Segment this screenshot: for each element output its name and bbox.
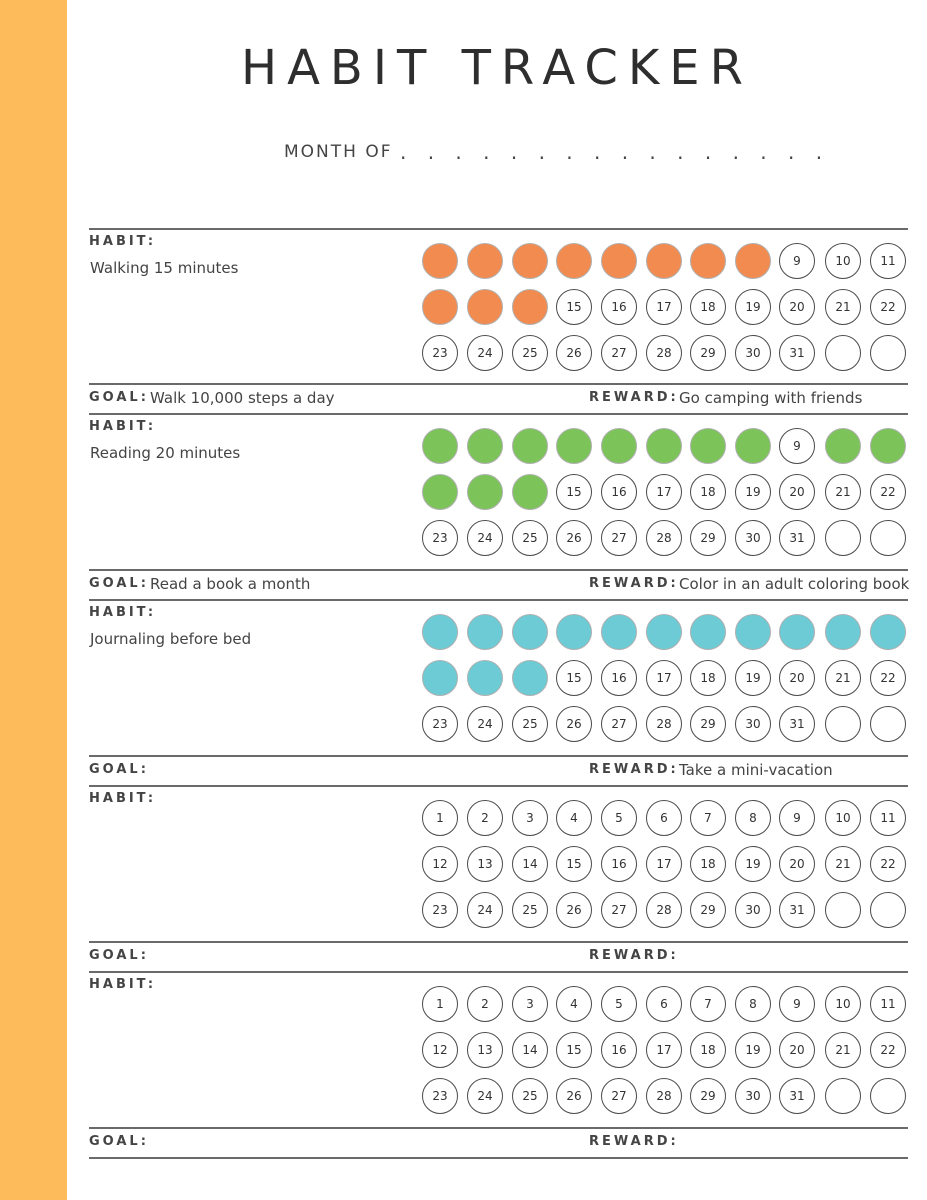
day-circle[interactable]: 5 [601,800,637,836]
divider [89,228,908,230]
divider [89,413,908,415]
day-circle[interactable]: 28 [646,1078,682,1114]
day-circle[interactable]: 22 [870,846,906,882]
day-circle[interactable]: 29 [690,335,726,371]
divider [89,971,908,973]
day-circle[interactable]: 31 [779,892,815,928]
day-circle[interactable]: 6 [646,986,682,1022]
day-circle[interactable]: 24 [467,520,503,556]
habit-name[interactable]: Reading 20 minutes [90,444,241,462]
day-circle[interactable]: 27 [601,1078,637,1114]
day-circle[interactable]: 3 [512,986,548,1022]
day-circle[interactable]: 16 [601,289,637,325]
day-circle[interactable] [422,243,458,279]
day-circle[interactable]: 12 [422,1032,458,1068]
day-circle[interactable]: 15 [556,474,592,510]
day-circle[interactable]: 27 [601,706,637,742]
day-circle[interactable]: 18 [690,289,726,325]
day-circle[interactable] [690,614,726,650]
day-circle[interactable]: 6 [646,800,682,836]
day-circle[interactable]: 20 [779,1032,815,1068]
day-circle[interactable]: 15 [556,846,592,882]
divider [89,1157,908,1159]
day-circle[interactable] [467,243,503,279]
day-circle[interactable] [556,614,592,650]
day-circle[interactable]: 23 [422,892,458,928]
divider [89,569,908,571]
day-circle[interactable]: 18 [690,846,726,882]
day-circle[interactable]: 24 [467,1078,503,1114]
day-circle[interactable]: 17 [646,660,682,696]
day-circle[interactable]: 19 [735,474,771,510]
day-circle[interactable] [467,474,503,510]
day-circle[interactable] [422,474,458,510]
day-circle[interactable] [690,428,726,464]
day-circle[interactable]: 16 [601,660,637,696]
day-circle[interactable]: 25 [512,706,548,742]
day-circle[interactable] [825,614,861,650]
day-circle[interactable]: 22 [870,289,906,325]
day-circle[interactable]: 19 [735,289,771,325]
habit-name[interactable]: Journaling before bed [90,630,252,648]
goal-label: GOAL: [89,948,149,963]
day-circle[interactable]: 20 [779,289,815,325]
day-circle[interactable] [825,706,861,742]
day-circle[interactable] [556,428,592,464]
day-circle[interactable]: 12 [422,846,458,882]
goal-label: GOAL: [89,1134,149,1149]
habit-label: HABIT: [89,419,157,434]
day-circle[interactable]: 24 [467,892,503,928]
day-circle[interactable]: 17 [646,1032,682,1068]
day-circle[interactable]: 17 [646,474,682,510]
day-circle[interactable]: 26 [556,520,592,556]
day-circle[interactable]: 13 [467,1032,503,1068]
day-circle[interactable]: 31 [779,335,815,371]
reward-label: REWARD: [589,1134,679,1149]
day-circle[interactable] [512,289,548,325]
goal-label: GOAL: [89,576,149,591]
day-circle[interactable]: 26 [556,1078,592,1114]
day-circle[interactable]: 21 [825,289,861,325]
day-circle[interactable] [467,614,503,650]
habit-label: HABIT: [89,791,157,806]
side-color-bar [0,0,67,1200]
day-circle[interactable] [825,335,861,371]
day-circle[interactable]: 19 [735,660,771,696]
day-circle[interactable] [825,428,861,464]
day-circle[interactable] [690,243,726,279]
day-circle[interactable]: 9 [779,800,815,836]
day-circle[interactable] [467,660,503,696]
day-circle[interactable]: 21 [825,660,861,696]
day-circle[interactable]: 23 [422,706,458,742]
day-circle[interactable]: 2 [467,986,503,1022]
day-circle[interactable]: 3 [512,800,548,836]
day-circle[interactable]: 5 [601,986,637,1022]
day-circle[interactable]: 9 [779,428,815,464]
day-circle[interactable]: 15 [556,289,592,325]
day-circle[interactable] [870,1078,906,1114]
day-circle[interactable] [735,243,771,279]
divider [89,383,908,385]
day-circle[interactable]: 27 [601,520,637,556]
day-circle[interactable]: 28 [646,706,682,742]
day-circle[interactable] [422,660,458,696]
day-circle[interactable]: 23 [422,335,458,371]
day-circle[interactable]: 7 [690,800,726,836]
day-circle[interactable] [870,520,906,556]
reward-label: REWARD: [589,390,679,405]
day-circle[interactable]: 13 [467,846,503,882]
habit-label: HABIT: [89,234,157,249]
day-circle[interactable] [422,614,458,650]
day-circle[interactable]: 17 [646,846,682,882]
habit-label: HABIT: [89,977,157,992]
day-circle[interactable]: 17 [646,289,682,325]
day-circle[interactable] [422,428,458,464]
divider [89,755,908,757]
goal-text[interactable]: Walk 10,000 steps a day [150,389,335,407]
day-circle[interactable]: 23 [422,520,458,556]
reward-text[interactable]: Take a mini-vacation [679,761,833,779]
day-circle[interactable]: 11 [870,243,906,279]
day-circle[interactable]: 21 [825,1032,861,1068]
day-circle[interactable]: 18 [690,474,726,510]
reward-text[interactable]: Color in an adult coloring book [679,575,910,593]
day-circle[interactable]: 26 [556,892,592,928]
day-circle[interactable] [870,892,906,928]
day-circle[interactable]: 24 [467,706,503,742]
day-circle[interactable] [825,892,861,928]
day-circle[interactable]: 8 [735,986,771,1022]
day-circle[interactable] [512,243,548,279]
day-circle[interactable]: 9 [779,986,815,1022]
day-circle[interactable]: 28 [646,520,682,556]
day-circle[interactable] [870,706,906,742]
day-circle[interactable]: 21 [825,846,861,882]
day-circle[interactable]: 1 [422,986,458,1022]
day-circle[interactable]: 14 [512,1032,548,1068]
habit-name[interactable]: Walking 15 minutes [90,259,239,277]
day-circle[interactable]: 8 [735,800,771,836]
day-circle[interactable]: 29 [690,892,726,928]
day-circle[interactable] [512,428,548,464]
day-circle[interactable]: 18 [690,1032,726,1068]
day-circle[interactable]: 18 [690,660,726,696]
day-circle[interactable]: 31 [779,1078,815,1114]
day-circle[interactable]: 26 [556,335,592,371]
day-circle[interactable]: 20 [779,474,815,510]
day-circle[interactable] [646,243,682,279]
goal-label: GOAL: [89,762,149,777]
day-circle[interactable]: 28 [646,892,682,928]
divider [89,599,908,601]
day-circle[interactable]: 20 [779,846,815,882]
day-circle[interactable]: 24 [467,335,503,371]
day-circle[interactable]: 30 [735,892,771,928]
day-circle[interactable]: 7 [690,986,726,1022]
day-circle[interactable]: 16 [601,474,637,510]
reward-label: REWARD: [589,948,679,963]
day-circle[interactable] [601,428,637,464]
day-circle[interactable]: 20 [779,660,815,696]
day-circle[interactable] [422,289,458,325]
day-circle[interactable]: 16 [601,1032,637,1068]
day-circle[interactable]: 30 [735,1078,771,1114]
day-circle[interactable]: 25 [512,520,548,556]
day-circle[interactable] [825,1078,861,1114]
day-circle[interactable]: 29 [690,520,726,556]
day-circle[interactable]: 15 [556,1032,592,1068]
month-fill-line[interactable]: . . . . . . . . . . . . . . . . [400,140,830,164]
day-circle[interactable] [512,660,548,696]
day-circle[interactable]: 25 [512,335,548,371]
day-circle[interactable]: 19 [735,846,771,882]
day-circle[interactable]: 16 [601,846,637,882]
goal-label: GOAL: [89,390,149,405]
divider [89,1127,908,1129]
page-title: HABIT TRACKER [241,40,753,96]
day-circle[interactable] [646,428,682,464]
day-circle[interactable]: 29 [690,1078,726,1114]
day-circle[interactable]: 22 [870,660,906,696]
day-circle[interactable]: 25 [512,1078,548,1114]
day-circle[interactable] [870,428,906,464]
divider [89,941,908,943]
day-circle[interactable]: 31 [779,706,815,742]
day-circle[interactable] [870,614,906,650]
day-circle[interactable]: 30 [735,520,771,556]
day-circle[interactable]: 19 [735,1032,771,1068]
day-circle[interactable]: 10 [825,986,861,1022]
reward-label: REWARD: [589,576,679,591]
day-circle[interactable]: 10 [825,800,861,836]
reward-label: REWARD: [589,762,679,777]
day-circle[interactable]: 14 [512,846,548,882]
goal-text[interactable]: Read a book a month [150,575,311,593]
day-circle[interactable] [467,289,503,325]
day-circle[interactable]: 22 [870,474,906,510]
day-circle[interactable]: 30 [735,706,771,742]
day-circle[interactable]: 30 [735,335,771,371]
day-circle[interactable]: 15 [556,660,592,696]
day-circle[interactable]: 21 [825,474,861,510]
day-circle[interactable]: 9 [779,243,815,279]
divider [89,785,908,787]
day-circle[interactable] [646,614,682,650]
month-label: MONTH OF [284,142,393,162]
habit-label: HABIT: [89,605,157,620]
day-circle[interactable] [512,474,548,510]
day-circle[interactable] [556,243,592,279]
day-circle[interactable]: 22 [870,1032,906,1068]
day-circle[interactable]: 28 [646,335,682,371]
day-circle[interactable] [467,428,503,464]
day-circle[interactable]: 23 [422,1078,458,1114]
day-circle[interactable] [601,614,637,650]
day-circle[interactable]: 25 [512,892,548,928]
day-circle[interactable]: 4 [556,986,592,1022]
day-circle[interactable]: 27 [601,335,637,371]
day-circle[interactable]: 4 [556,800,592,836]
day-circle[interactable] [825,520,861,556]
day-circle[interactable]: 11 [870,986,906,1022]
reward-text[interactable]: Go camping with friends [679,389,863,407]
day-circle[interactable] [735,614,771,650]
day-circle[interactable]: 10 [825,243,861,279]
day-circle[interactable]: 27 [601,892,637,928]
day-circle[interactable]: 1 [422,800,458,836]
day-circle[interactable]: 26 [556,706,592,742]
day-circle[interactable]: 29 [690,706,726,742]
day-circle[interactable]: 2 [467,800,503,836]
day-circle[interactable]: 31 [779,520,815,556]
day-circle[interactable]: 11 [870,800,906,836]
day-circle[interactable] [601,243,637,279]
day-circle[interactable] [779,614,815,650]
day-circle[interactable] [870,335,906,371]
day-circle[interactable] [512,614,548,650]
day-circle[interactable] [735,428,771,464]
